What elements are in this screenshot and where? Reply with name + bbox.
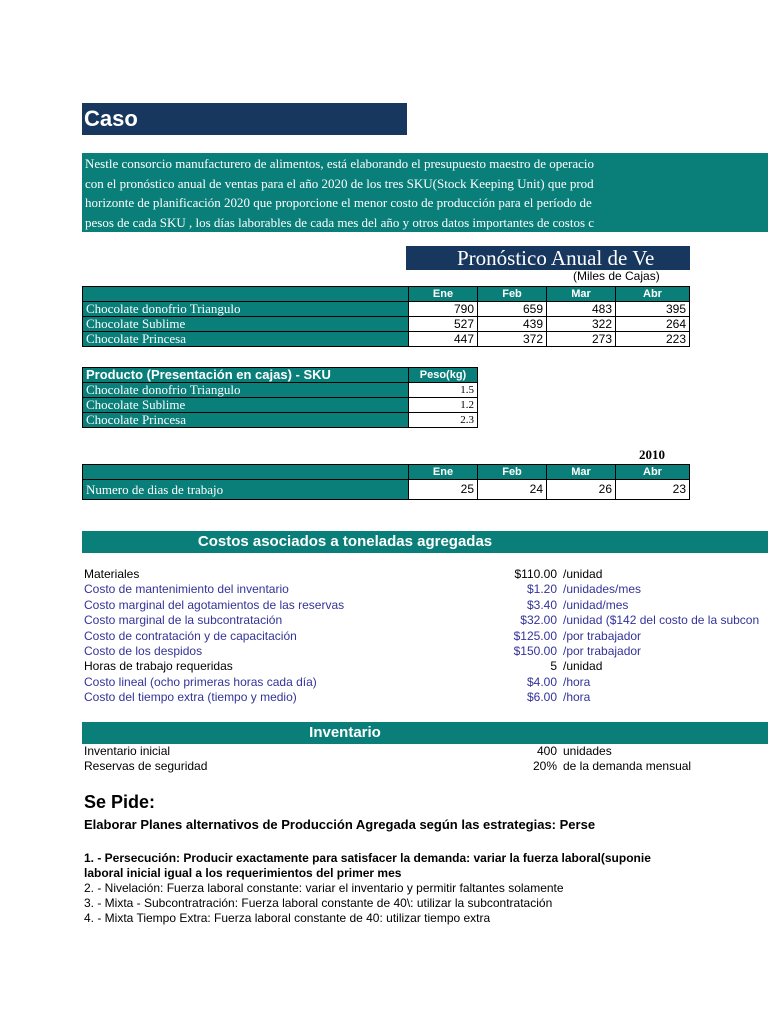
- forecast-value: 322: [547, 317, 616, 332]
- forecast-value: 483: [547, 302, 616, 317]
- cost-value: $6.00: [526, 690, 557, 705]
- workdays-label: Numero de dias de trabajo: [83, 480, 409, 500]
- forecast-title: Pronóstico Anual de Ve: [406, 246, 690, 270]
- cost-value: $150.00: [513, 643, 557, 658]
- table-row: [83, 383, 478, 398]
- cost-unit: /unidades/mes: [563, 582, 642, 597]
- month-header: Ene: [409, 287, 478, 302]
- product-name: Chocolate Princesa: [83, 332, 409, 347]
- inventory-unit: de la demanda mensual: [563, 759, 692, 774]
- forecast-value: 439: [478, 317, 547, 332]
- sku-header: Producto (Presentación en cajas) - SKU: [83, 368, 409, 383]
- list-item: 4. - Mixta Tiempo Extra: Fuerza laboral constante de 40: utilizar tiempo extra: [84, 911, 491, 925]
- requirements-subtitle: Elaborar Planes alternativos de Producción Agregada según las estrategias: Perse: [84, 817, 596, 832]
- costs-section-title: Costos asociados a toneladas agregadas: [82, 531, 768, 553]
- intro-paragraph: [82, 153, 768, 232]
- weight-value: 1.5: [409, 383, 478, 398]
- cost-value: $110.00: [514, 567, 557, 581]
- cost-label: Horas de trabajo requeridas: [84, 659, 233, 674]
- cost-row: [84, 659, 768, 674]
- list-item: 2. - Nivelación: Fuerza laboral constante: variar el inventario y permitir faltantes solamente: [84, 881, 564, 895]
- cost-value: $4.00: [526, 674, 557, 689]
- table-row: [83, 398, 478, 413]
- requirements-list: [84, 851, 690, 926]
- forecast-value: 395: [616, 302, 690, 317]
- cost-unit: /unidad ($142 del costo de la subcon: [563, 613, 760, 628]
- product-name: Chocolate donofrio Triangulo: [83, 302, 409, 317]
- cost-unit: /unidad: [563, 659, 603, 674]
- workdays-header-row: [83, 465, 690, 480]
- forecast-value: 372: [478, 332, 547, 347]
- month-header: Mar: [547, 287, 616, 302]
- forecast-unit: (Miles de Cajas): [573, 269, 660, 283]
- product-name: Chocolate donofrio Triangulo: [83, 383, 409, 398]
- inventory-section-title: Inventario: [82, 722, 768, 744]
- requirements-title: Se Pide:: [84, 792, 156, 812]
- cost-unit: /hora: [563, 690, 591, 705]
- cost-row: [84, 690, 768, 705]
- cost-value: $1.20: [526, 582, 557, 597]
- page-title: Caso: [82, 103, 407, 135]
- table-row: [83, 480, 690, 500]
- product-name: Chocolate Sublime: [83, 317, 409, 332]
- month-header: Feb: [478, 287, 547, 302]
- header-blank-cell: [83, 465, 409, 480]
- cost-label: Costo del tiempo extra (tiempo y medio): [84, 690, 297, 705]
- forecast-value: 273: [547, 332, 616, 347]
- table-row: [83, 302, 690, 317]
- weight-header: Peso(kg): [409, 368, 478, 383]
- cost-unit: /unidad: [563, 567, 603, 581]
- table-row: [83, 332, 690, 347]
- list-item: 3. - Mixta - Subcontratración: Fuerza laboral constante de 40\: utilizar la subcontratación: [84, 896, 553, 910]
- forecast-value: 659: [478, 302, 547, 317]
- product-name: Chocolate Sublime: [83, 398, 409, 413]
- intro-line: pesos de cada SKU , los días laborables de cada mes del año y otros datos importantes de costos c: [85, 214, 595, 230]
- workdays-value: 26: [547, 480, 616, 500]
- cost-row: [84, 567, 768, 582]
- weight-value: 1.2: [409, 398, 478, 413]
- weight-value: 2.3: [409, 413, 478, 428]
- month-header: Abr: [616, 287, 690, 302]
- intro-line: con el pronóstico anual de ventas para el año 2020 de los tres SKU(Stock Keeping Unit) que prod: [85, 175, 594, 191]
- cost-label: Costo de mantenimiento del inventario: [84, 582, 289, 597]
- workdays-value: 25: [409, 480, 478, 500]
- cost-label: Costo lineal (ocho primeras horas cada día): [84, 674, 317, 689]
- header-blank-cell: [83, 287, 409, 302]
- forecast-value: 447: [409, 332, 478, 347]
- table-row: [83, 413, 478, 428]
- cost-label: Costo de los despidos: [84, 643, 203, 658]
- sku-header-row: [83, 368, 478, 383]
- list-item: 1. - Persecución: Producir exactamente para satisfacer la demanda: variar la fuerza laboral(suponie: [84, 851, 651, 865]
- inventory-row: [84, 759, 768, 774]
- inventory-label: Inventario inicial: [84, 744, 171, 758]
- year-label: 2010: [639, 447, 665, 462]
- cost-label: Costo marginal de la subcontratación: [84, 613, 283, 628]
- table-row: [83, 317, 690, 332]
- inventory-label: Reservas de seguridad: [84, 759, 208, 774]
- cost-label: Costo marginal del agotamientos de las reservas: [84, 597, 345, 612]
- workdays-table: [82, 464, 690, 500]
- workdays-value: 24: [478, 480, 547, 500]
- inventory-list: [84, 744, 768, 775]
- forecast-table: [82, 286, 690, 347]
- forecast-header-row: [83, 287, 690, 302]
- intro-line: Nestle consorcio manufacturero de alimentos, está elaborando el presupuesto maestro de operacio: [85, 156, 594, 171]
- cost-unit: /unidad/mes: [563, 597, 629, 612]
- cost-row: [84, 675, 768, 690]
- month-header: Abr: [616, 465, 690, 480]
- inventory-row: [84, 744, 768, 759]
- cost-value: $3.40: [526, 597, 557, 612]
- cost-value: $32.00: [520, 613, 557, 628]
- cost-unit: /por trabajador: [563, 643, 642, 658]
- workdays-value: 23: [616, 480, 690, 500]
- intro-line: horizonte de planificación 2020 que proporcione el menor costo de producción para el período de: [85, 195, 592, 210]
- month-header: Mar: [547, 465, 616, 480]
- forecast-value: 527: [409, 317, 478, 332]
- sku-weight-table: [82, 367, 478, 428]
- cost-label: Materiales: [84, 567, 140, 581]
- month-header: Feb: [478, 465, 547, 480]
- cost-row: [84, 598, 768, 613]
- cost-value: $125.00: [513, 628, 557, 643]
- forecast-value: 264: [616, 317, 690, 332]
- cost-row: [84, 644, 768, 659]
- month-header: Ene: [409, 465, 478, 480]
- cost-unit: /por trabajador: [563, 628, 642, 643]
- inventory-value: 20%: [532, 759, 557, 774]
- forecast-value: 223: [616, 332, 690, 347]
- costs-list: [84, 567, 768, 706]
- cost-label: Costo de contratación y de capacitación: [84, 628, 297, 643]
- inventory-unit: unidades: [563, 744, 612, 758]
- list-item: laboral inicial igual a los requerimientos del primer mes: [84, 866, 402, 880]
- forecast-value: 790: [409, 302, 478, 317]
- inventory-value: 400: [536, 744, 557, 758]
- cost-row: [84, 629, 768, 644]
- cost-value: 5: [550, 659, 557, 674]
- product-name: Chocolate Princesa: [83, 413, 409, 428]
- cost-unit: /hora: [563, 674, 591, 689]
- cost-row: [84, 613, 768, 628]
- cost-row: [84, 582, 768, 597]
